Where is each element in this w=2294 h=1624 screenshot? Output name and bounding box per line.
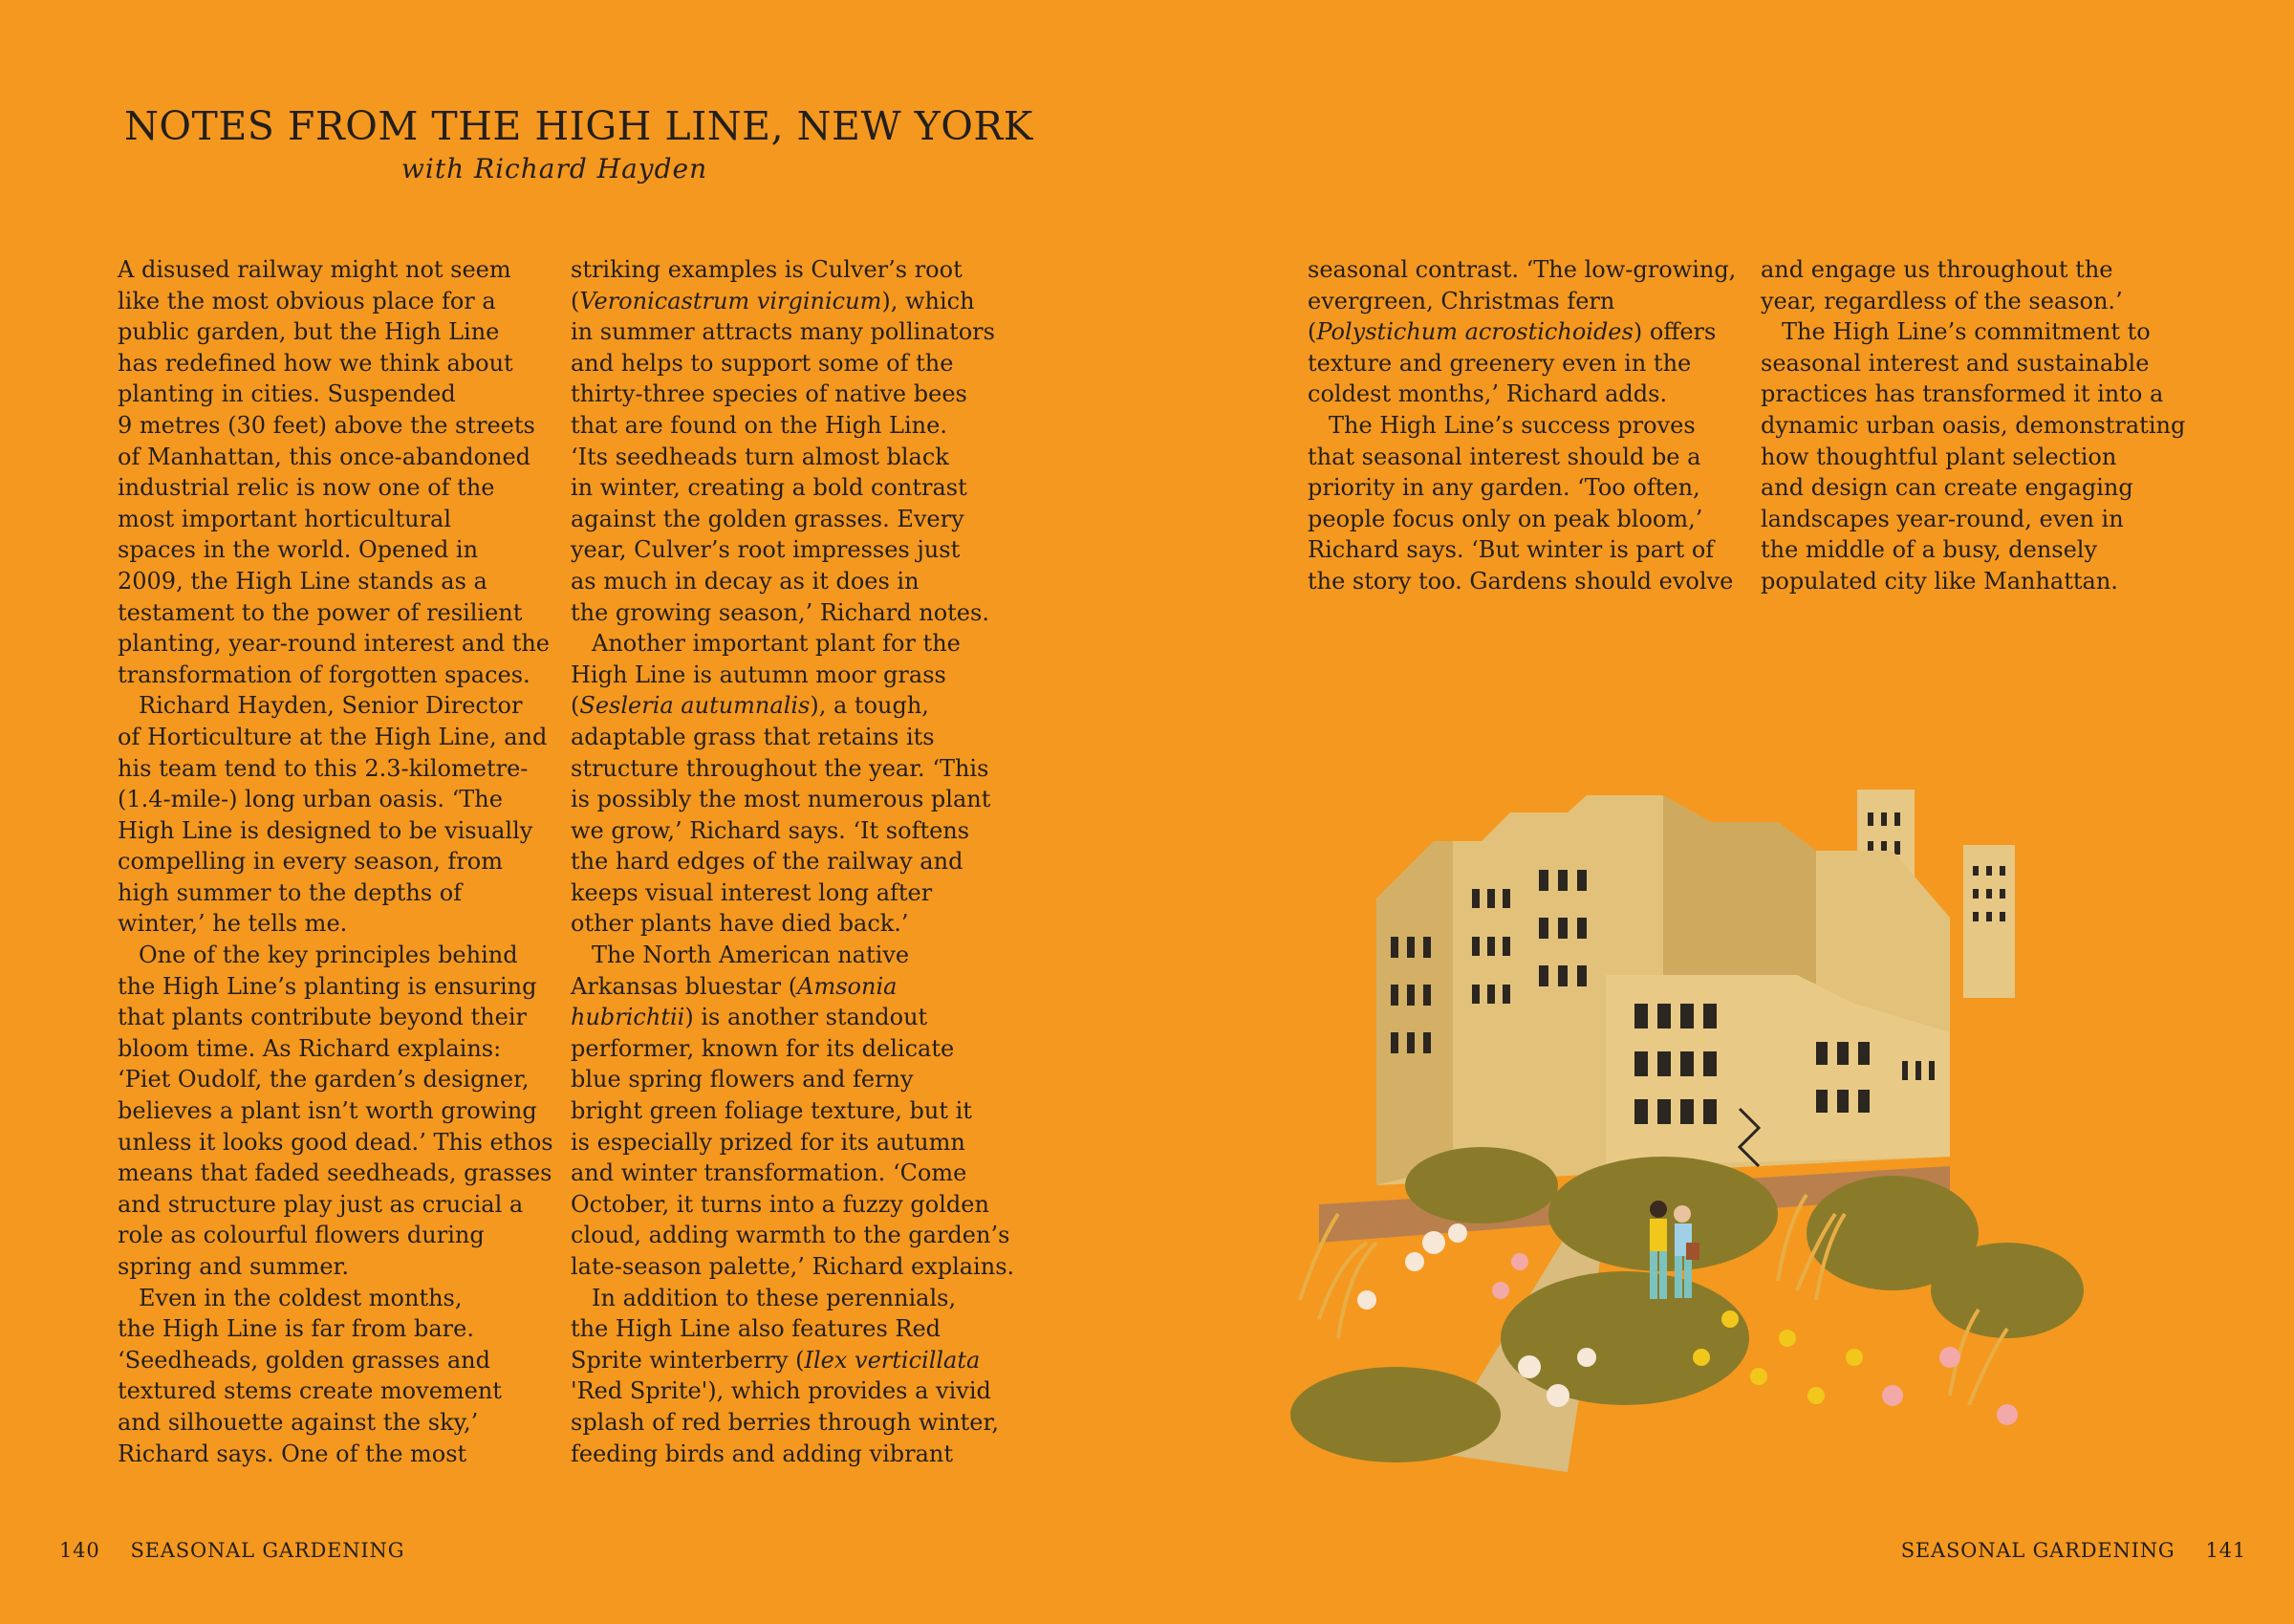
- text-line: most important horticultural: [118, 505, 452, 532]
- text-line: the High Line is far from bare.: [118, 1315, 474, 1343]
- italic-species-name: Amsonia: [797, 972, 898, 1000]
- text-line: Richard Hayden, Senior Director: [139, 692, 523, 720]
- article-subtitle: with Richard Hayden: [400, 153, 708, 184]
- text-column-3: [1308, 254, 1736, 597]
- text-line: of Horticulture at the High Line, and: [118, 723, 548, 750]
- text-line: textured stems create movement: [118, 1377, 502, 1405]
- text-line: The High Line’s success proves: [1329, 411, 1696, 439]
- text-line: striking examples is Culver’s root: [571, 256, 963, 283]
- text-line: and helps to support some of the: [571, 349, 954, 377]
- text-line: populated city like Manhattan.: [1761, 567, 2118, 595]
- text-line: practices has transformed it into a: [1761, 380, 2164, 408]
- text-line: other plants have died back.’: [571, 910, 909, 938]
- text-line: hubrichtii) is another standout: [571, 1004, 928, 1031]
- italic-species-name: Polystichum acrostichoides: [1316, 318, 1634, 346]
- text-line: thirty-three species of native bees: [571, 380, 967, 408]
- text-line: transformation of forgotten spaces.: [118, 660, 530, 688]
- text-line: texture and greenery even in the: [1308, 349, 1692, 377]
- text-line: bright green foliage texture, but it: [571, 1097, 972, 1125]
- text-line: of Manhattan, this once-abandoned: [118, 443, 531, 470]
- text-line: Arkansas bluestar (Amsonia: [571, 972, 898, 1000]
- text-line: priority in any garden. ‘Too often,: [1308, 474, 1700, 502]
- text-line: high summer to the depths of: [118, 878, 463, 906]
- text-line: public garden, but the High Line: [118, 318, 500, 346]
- text-line: has redefined how we think about: [118, 349, 513, 377]
- text-column-4: [1761, 254, 2185, 597]
- text-line: cloud, adding warmth to the garden’s: [571, 1222, 1010, 1249]
- footer-right: [1901, 1539, 2246, 1562]
- text-line: and winter transformation. ‘Come: [571, 1159, 967, 1187]
- text-line: performer, known for its delicate: [571, 1034, 955, 1062]
- text-line: that are found on the High Line.: [571, 411, 947, 439]
- text-line: 9 metres (30 feet) above the streets: [118, 411, 535, 439]
- text-line: as much in decay as it does in: [571, 567, 920, 595]
- italic-species-name: Ilex verticillata: [804, 1346, 981, 1374]
- text-line: coldest months,’ Richard adds.: [1308, 380, 1668, 408]
- text-line: the growing season,’ Richard notes.: [571, 598, 989, 626]
- text-line: High Line is autumn moor grass: [571, 660, 946, 688]
- text-column-1: [118, 254, 553, 1469]
- text-line: Even in the coldest months,: [139, 1284, 463, 1311]
- page-number-right: 141: [2205, 1539, 2246, 1562]
- text-line: structure throughout the year. ‘This: [571, 754, 989, 782]
- text-line: we grow,’ Richard says. ‘It softens: [571, 816, 970, 844]
- text-line: Richard says. ‘But winter is part of: [1308, 536, 1715, 564]
- text-line: the High Line’s planting is ensuring: [118, 972, 537, 1000]
- italic-species-name: Sesleria autumnalis: [579, 692, 811, 720]
- text-line: means that faded seedheads, grasses: [118, 1159, 552, 1187]
- text-line: and structure play just as crucial a: [118, 1190, 524, 1218]
- text-line: ‘Piet Oudolf, the garden’s designer,: [118, 1066, 530, 1093]
- text-line: like the most obvious place for a: [118, 287, 496, 314]
- text-line: and engage us throughout the: [1761, 256, 2113, 283]
- text-line: (1.4-mile-) long urban oasis. ‘The: [118, 786, 503, 813]
- text-line: evergreen, Christmas fern: [1308, 287, 1615, 314]
- text-line: High Line is designed to be visually: [118, 816, 533, 844]
- text-line: planting in cities. Suspended: [118, 380, 456, 408]
- text-line: believes a plant isn’t worth growing: [118, 1097, 537, 1125]
- text-line: winter,’ he tells me.: [118, 910, 348, 938]
- text-line: planting, year-round interest and the: [118, 630, 550, 658]
- text-line: late-season palette,’ Richard explains.: [571, 1253, 1015, 1280]
- text-line: spaces in the world. Opened in: [118, 536, 479, 564]
- text-line: is especially prized for its autumn: [571, 1128, 965, 1156]
- text-line: that seasonal interest should be a: [1308, 443, 1701, 470]
- text-line: Sprite winterberry (Ilex verticillata: [571, 1346, 981, 1374]
- warehouse-building: [1376, 795, 1950, 1185]
- text-line: the story too. Gardens should evolve: [1308, 567, 1734, 595]
- text-line: keeps visual interest long after: [571, 878, 933, 906]
- text-line: spring and summer.: [118, 1253, 349, 1280]
- text-line: October, it turns into a fuzzy golden: [571, 1190, 989, 1218]
- running-head-left: SEASONAL GARDENING: [130, 1539, 405, 1562]
- text-line: Richard says. One of the most: [118, 1440, 467, 1467]
- text-line: adaptable grass that retains its: [571, 723, 935, 750]
- text-line: seasonal interest and sustainable: [1761, 349, 2150, 377]
- text-line: The North American native: [592, 942, 910, 969]
- text-line: seasonal contrast. ‘The low-growing,: [1308, 256, 1737, 283]
- text-line: (Sesleria autumnalis), a tough,: [571, 692, 929, 720]
- text-line: unless it looks good dead.’ This ethos: [118, 1128, 553, 1156]
- text-line: splash of red berries through winter,: [571, 1408, 999, 1436]
- text-line: (Veronicastrum virginicum), which: [571, 287, 975, 314]
- text-line: the middle of a busy, densely: [1761, 536, 2098, 564]
- italic-species-name: hubrichtii: [571, 1004, 685, 1031]
- text-line: people focus only on peak bloom,’: [1308, 505, 1703, 532]
- page-number-left: 140: [59, 1539, 100, 1562]
- text-line: his team tend to this 2.3-kilometre-: [118, 754, 529, 782]
- footer-left: [59, 1539, 404, 1562]
- article-title: NOTES FROM THE HIGH LINE, NEW YORK: [124, 103, 1033, 149]
- text-line: ‘Its seedheads turn almost black: [571, 443, 949, 470]
- text-line: 'Red Sprite'), which provides a vivid: [571, 1377, 991, 1405]
- text-line: ‘Seedheads, golden grasses and: [118, 1346, 490, 1374]
- shrubs: [1290, 1147, 2084, 1462]
- text-line: 2009, the High Line stands as a: [118, 567, 487, 595]
- text-line: blue spring flowers and ferny: [571, 1066, 914, 1093]
- text-line: Another important plant for the: [592, 630, 961, 658]
- text-line: how thoughtful plant selection: [1761, 443, 2117, 470]
- text-line: testament to the power of resilient: [118, 598, 523, 626]
- text-column-2: [571, 254, 1014, 1469]
- text-line: and silhouette against the sky,’: [118, 1408, 479, 1436]
- text-line: industrial relic is now one of the: [118, 474, 495, 502]
- text-line: year, regardless of the season.’: [1761, 287, 2123, 314]
- text-line: that plants contribute beyond their: [118, 1004, 527, 1031]
- text-line: is possibly the most numerous plant: [571, 786, 991, 813]
- high-line-illustration: [1281, 784, 2179, 1472]
- text-line: In addition to these perennials,: [592, 1284, 957, 1311]
- text-line: and design can create engaging: [1761, 474, 2133, 502]
- text-line: compelling in every season, from: [118, 848, 503, 876]
- text-line: the High Line also features Red: [571, 1315, 941, 1343]
- running-head-right: SEASONAL GARDENING: [1900, 1539, 2175, 1562]
- text-line: against the golden grasses. Every: [571, 505, 964, 532]
- text-line: dynamic urban oasis, demonstrating: [1761, 411, 2186, 439]
- text-line: the hard edges of the railway and: [571, 848, 963, 876]
- text-line: A disused railway might not seem: [118, 256, 511, 283]
- text-line: One of the key principles behind: [139, 942, 518, 969]
- text-line: (Polystichum acrostichoides) offers: [1308, 318, 1717, 346]
- text-line: feeding birds and adding vibrant: [571, 1440, 953, 1467]
- text-line: year, Culver’s root impresses just: [571, 536, 961, 564]
- italic-species-name: Veronicastrum virginicum: [579, 287, 882, 314]
- text-line: in summer attracts many pollinators: [571, 318, 995, 346]
- text-line: bloom time. As Richard explains:: [118, 1034, 502, 1062]
- text-line: in winter, creating a bold contrast: [571, 474, 967, 502]
- text-line: The High Line’s commitment to: [1782, 318, 2151, 346]
- text-line: role as colourful flowers during: [118, 1222, 485, 1249]
- text-line: landscapes year-round, even in: [1761, 505, 2124, 532]
